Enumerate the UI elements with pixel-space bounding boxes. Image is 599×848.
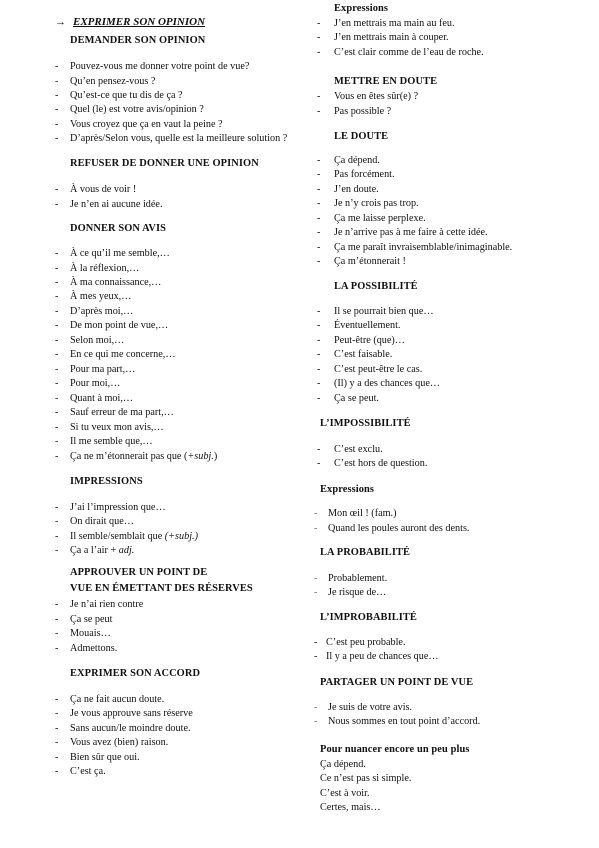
section-heading-approuver-un-point-de: APPROUVER UN POINT DE <box>70 567 208 578</box>
nuance-line: Ça dépend. <box>320 759 366 770</box>
list-item-text: (Il) y a des chances que… <box>334 378 441 389</box>
list-item-text: Pour moi,… <box>70 378 121 389</box>
bullet-dash-icon: - <box>55 766 59 777</box>
list-item-text: À mes yeux,… <box>70 291 132 302</box>
list-item-text: Nous sommes en tout point d’accord. <box>328 716 481 727</box>
page-title-text: EXPRIMER SON OPINION <box>73 16 206 28</box>
list-item-text: C’est peu probable. <box>326 637 406 648</box>
bullet-dash-icon: - <box>317 378 321 389</box>
list-item-text: De mon point de vue,… <box>70 320 169 331</box>
bullet-dash-icon: - <box>55 516 59 527</box>
section-heading-donner-son-avis: DONNER SON AVIS <box>70 223 167 234</box>
list-item-text: Admettons. <box>70 643 118 654</box>
bullet-dash-icon: - <box>317 364 321 375</box>
bullet-dash-icon: - <box>55 306 59 317</box>
list-item-text: Je n’y crois pas trop. <box>334 198 419 209</box>
bullet-dash-icon: - <box>55 291 59 302</box>
bullet-dash-icon: - <box>317 198 321 209</box>
bullet-dash-icon: - <box>55 599 59 610</box>
list-item-text: J’ai l’impression que… <box>70 502 166 513</box>
bullet-dash-icon: - <box>55 277 59 288</box>
section-heading-la-possibilite: LA POSSIBILITÉ <box>334 281 418 292</box>
list-item-text: Je n’ai rien contre <box>70 599 144 610</box>
bullet-dash-icon: - <box>55 104 59 115</box>
bullet-dash-icon: - <box>317 393 321 404</box>
list-item-text: Je n’en ai aucune idée. <box>70 199 163 210</box>
bullet-dash-icon: - <box>317 18 321 29</box>
section-heading-refuser-de-donner-une-opinion: REFUSER DE DONNER UNE OPINION <box>70 158 259 169</box>
bullet-dash-icon: - <box>55 614 59 625</box>
bullet-dash-icon: - <box>314 508 318 519</box>
bullet-dash-icon: - <box>55 61 59 72</box>
list-item-text: Quel (le) est votre avis/opinion ? <box>70 104 204 115</box>
list-item-text: Mon œil ! (fam.) <box>328 508 397 519</box>
bullet-dash-icon: - <box>55 378 59 389</box>
bullet-dash-icon: - <box>55 628 59 639</box>
bullet-dash-icon: - <box>317 106 321 117</box>
bullet-dash-icon: - <box>317 155 321 166</box>
list-item-text: Quant à moi,… <box>70 393 134 404</box>
list-item-text: À la réflexion,… <box>70 263 140 274</box>
list-item-text: À ma connaissance,… <box>70 277 162 288</box>
list-item-text: Ça ne fait aucun doute. <box>70 694 165 705</box>
section-heading-pour-nuancer-encore-un-peu-plus: Pour nuancer encore un peu plus <box>320 744 470 755</box>
bullet-dash-icon: - <box>55 263 59 274</box>
list-item-text: Vous avez (bien) raison. <box>70 737 169 748</box>
list-item-text: Ça me laisse perplexe. <box>334 213 426 224</box>
list-item-text: Ça me paraît invraisemblable/inimaginable. <box>334 242 513 253</box>
nuance-line: Certes, mais… <box>320 802 381 813</box>
list-item-text: C’est faisable. <box>334 349 393 360</box>
bullet-dash-icon: - <box>317 444 321 455</box>
section-heading-demander-son-opinion: DEMANDER SON OPINION <box>70 35 206 46</box>
list-item-text: Vous en êtes sûr(e) ? <box>334 91 419 102</box>
grammar-note: adj. <box>118 545 135 556</box>
bullet-dash-icon: - <box>317 169 321 180</box>
bullet-dash-icon: - <box>55 199 59 210</box>
list-item-text: D’après/Selon vous, quelle est la meilleure solution ? <box>70 133 288 144</box>
list-item-text: C’est ça. <box>70 766 106 777</box>
list-item-text: J’en mettrais ma main au feu. <box>334 18 455 29</box>
bullet-dash-icon: - <box>55 531 59 542</box>
list-item-text: Ça se peut <box>70 614 113 625</box>
list-item-text: Vous croyez que ça en vaut la peine ? <box>70 119 223 130</box>
bullet-dash-icon: - <box>55 752 59 763</box>
list-item-text: Selon moi,… <box>70 335 125 346</box>
grammar-note: (+subj.) <box>164 531 198 542</box>
list-item-text: Qu’est-ce que tu dis de ça ? <box>70 90 183 101</box>
bullet-dash-icon: - <box>55 133 59 144</box>
nuance-line: Ce n’est pas si simple. <box>320 773 412 784</box>
list-item-text: Peut-être (que)… <box>334 335 405 346</box>
bullet-dash-icon: - <box>55 545 59 556</box>
bullet-dash-icon: - <box>55 451 59 462</box>
list-item-text: Sans aucun/le moindre doute. <box>70 723 191 734</box>
list-item-text: Pas forcément. <box>334 169 395 180</box>
list-item-text: Ça ne m’étonnerait pas que (+subj.) <box>70 451 218 462</box>
list-item-text: Quand les poules auront des dents. <box>328 523 470 534</box>
bullet-dash-icon: - <box>55 364 59 375</box>
bullet-dash-icon: - <box>55 422 59 433</box>
section-heading-le-doute: LE DOUTE <box>334 131 389 142</box>
list-item-text: Pouvez-vous me donner votre point de vue? <box>70 61 250 72</box>
list-item-text: Il me semble que,… <box>70 436 153 447</box>
bullet-dash-icon: - <box>314 587 318 598</box>
list-item-text: C’est peut-être le cas. <box>334 364 423 375</box>
list-item-text: À ce qu’il me semble,… <box>70 248 170 259</box>
section-heading-partager-un-point-de-vue: PARTAGER UN POINT DE VUE <box>320 677 474 688</box>
bullet-dash-icon: - <box>55 248 59 259</box>
list-item-text: On dirait que… <box>70 516 134 527</box>
bullet-dash-icon: - <box>55 436 59 447</box>
grammar-note: +subj. <box>187 451 214 462</box>
bullet-dash-icon: - <box>55 184 59 195</box>
bullet-dash-icon: - <box>55 76 59 87</box>
list-item-text: Bien sûr que oui. <box>70 752 140 763</box>
bullet-dash-icon: - <box>55 694 59 705</box>
section-heading-expressions: Expressions <box>320 484 375 495</box>
bullet-dash-icon: - <box>55 502 59 513</box>
bullet-dash-icon: - <box>317 306 321 317</box>
bullet-dash-icon: - <box>55 723 59 734</box>
section-heading-l-impossibilite: L’IMPOSSIBILITÉ <box>320 418 411 429</box>
bullet-dash-icon: - <box>317 184 321 195</box>
bullet-dash-icon: - <box>314 523 318 534</box>
section-heading-vue-en-emettant-des-reserves: VUE EN ÉMETTANT DES RÉSERVES <box>70 583 253 594</box>
section-heading-expressions: Expressions <box>334 3 389 14</box>
bullet-dash-icon: - <box>314 716 318 727</box>
bullet-dash-icon: - <box>55 119 59 130</box>
list-item-text: J’en mettrais main à couper. <box>334 32 449 43</box>
bullet-dash-icon: - <box>314 573 318 584</box>
list-item-text: Si tu veux mon avis,… <box>70 422 164 433</box>
list-item-text: Je n’arrive pas à me faire à cette idée. <box>334 227 488 238</box>
list-item-text: Pas possible ? <box>334 106 392 117</box>
list-item-text: Sauf erreur de ma part,… <box>70 407 174 418</box>
list-item-text: Mouais… <box>70 628 111 639</box>
list-item-text: Il semble/semblait que (+subj.) <box>70 531 198 542</box>
bullet-dash-icon: - <box>317 47 321 58</box>
section-heading-l-improbabilite: L’IMPROBABILITÉ <box>320 612 417 623</box>
bullet-dash-icon: - <box>317 227 321 238</box>
list-item-text: À vous de voir ! <box>70 184 137 195</box>
bullet-dash-icon: - <box>317 91 321 102</box>
list-item-text: Il y a peu de chances que… <box>326 651 439 662</box>
list-item-text: C’est clair comme de l’eau de roche. <box>334 47 484 58</box>
bullet-dash-icon: - <box>317 458 321 469</box>
list-item-text: Qu’en pensez-vous ? <box>70 76 156 87</box>
list-item-text: Ça m’étonnerait ! <box>334 256 406 267</box>
bullet-dash-icon: - <box>317 256 321 267</box>
list-item-text: Éventuellement. <box>334 320 401 331</box>
bullet-dash-icon: - <box>55 407 59 418</box>
nuance-line: C’est à voir. <box>320 788 370 799</box>
bullet-dash-icon: - <box>55 90 59 101</box>
bullet-dash-icon: - <box>317 213 321 224</box>
list-item-text: C’est hors de question. <box>334 458 428 469</box>
list-item-text: Je risque de… <box>328 587 387 598</box>
bullet-dash-icon: - <box>55 335 59 346</box>
bullet-dash-icon: - <box>55 643 59 654</box>
section-heading-impressions: IMPRESSIONS <box>70 476 143 487</box>
bullet-dash-icon: - <box>317 349 321 360</box>
bullet-dash-icon: - <box>55 393 59 404</box>
list-item-text: Ça se peut. <box>334 393 379 404</box>
arrow-icon: → <box>55 16 66 28</box>
section-heading-mettre-en-doute: METTRE EN DOUTE <box>334 76 438 87</box>
bullet-dash-icon: - <box>317 320 321 331</box>
section-heading-exprimer-son-accord: EXPRIMER SON ACCORD <box>70 668 201 679</box>
bullet-dash-icon: - <box>314 651 318 662</box>
list-item-text: En ce qui me concerne,… <box>70 349 176 360</box>
list-item-text: Ça a l’air + adj. <box>70 545 135 556</box>
bullet-dash-icon: - <box>55 349 59 360</box>
list-item-text: Ça dépend. <box>334 155 380 166</box>
bullet-dash-icon: - <box>317 32 321 43</box>
list-item-text: Probablement. <box>328 573 388 584</box>
list-item-text: Je suis de votre avis. <box>328 702 413 713</box>
list-item-text: J’en doute. <box>334 184 379 195</box>
list-item-text: D’après moi,… <box>70 306 134 317</box>
bullet-dash-icon: - <box>55 320 59 331</box>
bullet-dash-icon: - <box>314 702 318 713</box>
bullet-dash-icon: - <box>317 335 321 346</box>
list-item-text: Il se pourrait bien que… <box>334 306 434 317</box>
list-item-text: Pour ma part,… <box>70 364 136 375</box>
bullet-dash-icon: - <box>314 637 318 648</box>
page-title <box>55 15 205 29</box>
bullet-dash-icon: - <box>55 708 59 719</box>
section-heading-la-probabilite: LA PROBABILITÉ <box>320 547 411 558</box>
bullet-dash-icon: - <box>55 737 59 748</box>
list-item-text: C’est exclu. <box>334 444 383 455</box>
bullet-dash-icon: - <box>317 242 321 253</box>
list-item-text: Je vous approuve sans réserve <box>70 708 193 719</box>
